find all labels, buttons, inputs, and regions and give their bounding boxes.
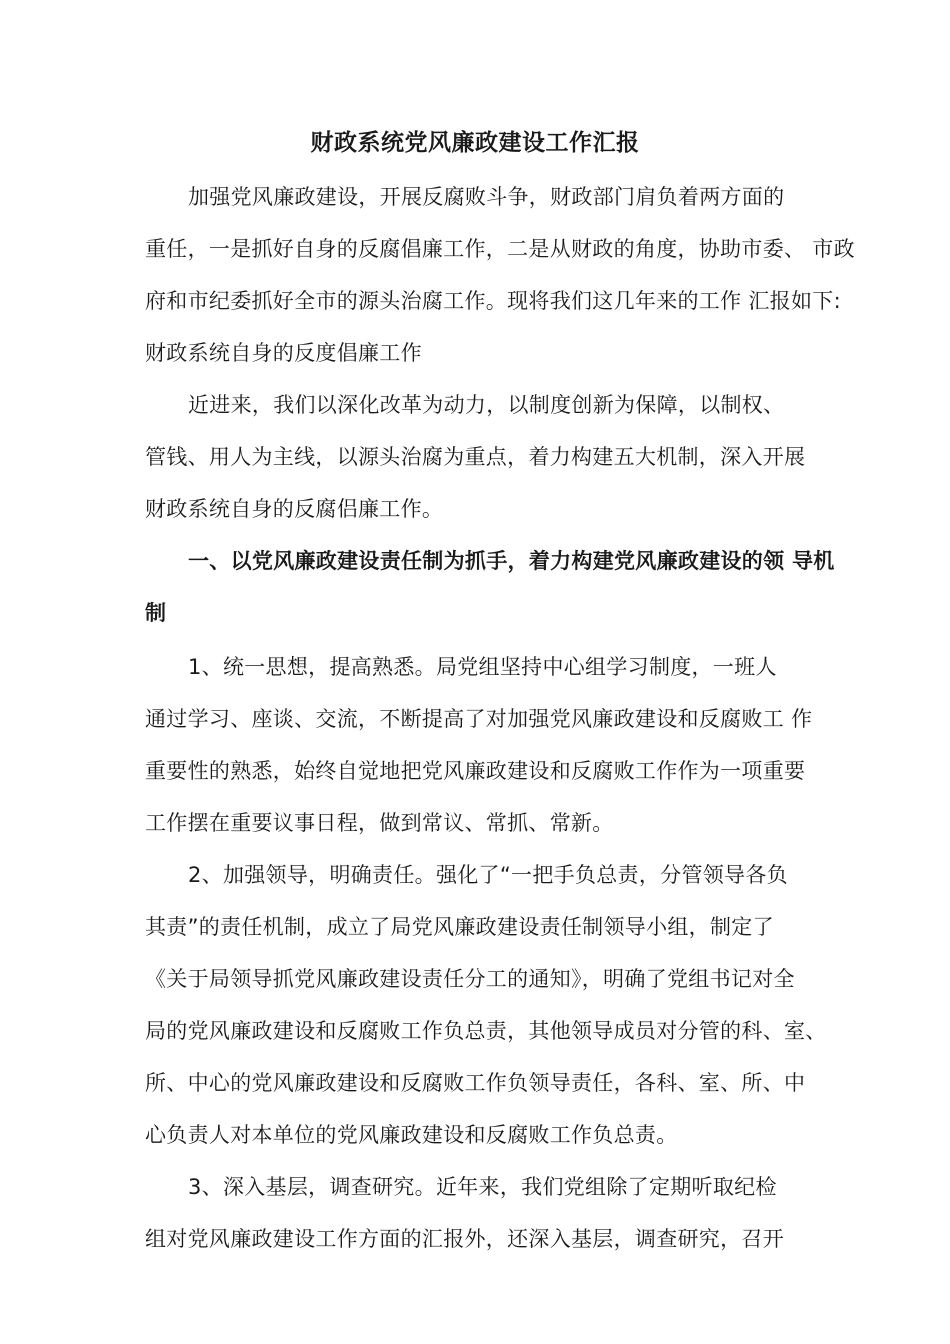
item-2-line-4: 局的党风廉政建设和反腐败工作负总责，其他领导成员对分管的科、室、 [145, 1019, 827, 1043]
section-heading-line: 财政系统自身的反度倡廉工作 [145, 341, 422, 365]
item-3-line-1: 3、深入基层，调查研究。近年来，我们党组除了定期听取纪检 [188, 1175, 777, 1199]
document-title: 财政系统党风廉政建设工作汇报 [310, 130, 640, 156]
item-3-line-2: 组对党风廉政建设工作方面的汇报外，还深入基层，调查研究，召开 [145, 1227, 784, 1251]
item-1-line-1: 1、统一思想，提高熟悉。局党组坚持中心组学习制度，一班人 [188, 655, 777, 679]
paragraph-2-line-1: 近进来，我们以深化改革为动力，以制度创新为保障，以制权、 [188, 393, 785, 417]
heading-1-line-2: 制 [145, 601, 167, 625]
item-1-line-4: 工作摆在重要议事日程，做到常议、常抓、常新。 [145, 811, 614, 835]
paragraph-2-line-3: 财政系统自身的反腐侣廉工作。 [145, 497, 444, 521]
paragraph-1-line-3: 府和市纪委抓好全市的源头治腐工作。现将我们这几年来的工作 汇报如下: [145, 289, 841, 313]
item-2-line-2: 其责”的责任机制，成立了局党风廉政建设责任制领导小组，制定了 [145, 915, 774, 939]
item-2-line-3: 《关于局领导抓党风廉政建设责任分工的通知》，明确了党组书记对全 [145, 967, 795, 991]
item-1-line-2: 通过学习、座谈、交流，不断提高了对加强党风廉政建设和反腐败工 作 [145, 707, 813, 731]
item-2-line-1: 2、加强领导，明确责任。强化了“一把手负总责，分管领导各负 [188, 863, 788, 887]
paragraph-1-line-2: 重任，一是抓好自身的反腐倡廉工作，二是从财政的角度，协助市委、 市政 [145, 237, 855, 261]
paragraph-1-line-1: 加强党风廉政建设，开展反腐败斗争，财政部门肩负着两方面的 [188, 185, 785, 209]
heading-1-line-1: 一、以党风廉政建设责任制为抓手，着力构建党风廉政建设的领 导机 [188, 549, 835, 573]
item-2-line-6: 心负责人对本单位的党风廉政建设和反腐败工作负总责。 [145, 1123, 678, 1147]
item-2-line-5: 所、中心的党风廉政建设和反腐败工作负领导责任，各科、室、所、中 [145, 1071, 806, 1095]
item-1-line-3: 重要性的熟悉，始终自觉地把党风廉政建设和反腐败工作作为一项重要 [145, 759, 806, 783]
paragraph-2-line-2: 管钱、用人为主线，以源头治腐为重点，着力构建五大机制，深入开展 [145, 445, 806, 469]
